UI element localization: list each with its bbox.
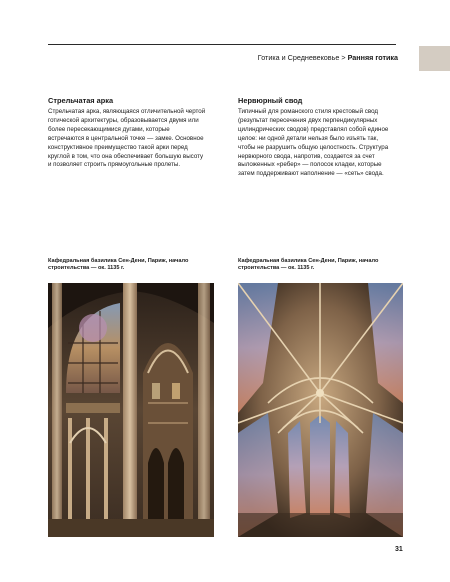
header-section: Готика и Средневековье [257, 53, 340, 62]
header-current-section: Ранняя готика [347, 53, 398, 62]
ribbed-vault-photo [238, 283, 403, 537]
left-photo-caption: Кафедральная базилика Сен-Дени, Париж, начало строительства — ок. 1135 г. [48, 258, 189, 272]
header-rule [48, 44, 396, 45]
right-photo-caption: Кафедральная базилика Сен-Дени, Париж, начало строительства — ок. 1135 г. [238, 258, 379, 272]
running-header [258, 53, 398, 62]
left-heading: Стрельчатая арка [48, 96, 114, 105]
chapter-thumb-tab [419, 46, 450, 71]
page-number: 31 [395, 546, 403, 553]
right-text-column [238, 96, 396, 179]
left-body-text: Стрельчатая арка, являющаяся отличительной чертой готической архитектуры, образовывается двумя или более пересекающимися дугами, которые встречаются в центральной точке — замке. Основное конструктивное преимущество такой арки перед круглой в том, что она обеспечивает большую высоту и позволяет строить прямоугольные пролеты. [48, 108, 206, 169]
header-separator: > [341, 53, 346, 62]
nave-interior-photo [48, 283, 214, 537]
right-body-text: Типичный для романского стиля крестовый свод (результат пересечения двух перпендикулярных цилиндрических сводов) представлял собой единое целое: ни одной детали нельзя было изъять так, чтобы не разрушить общую целостность. Структура нервюрного свода, напротив, создается за счет выложенных «ребер» — полосок кладки, которые затем поддерживают наполнение — «сеть» свода. [238, 108, 389, 178]
left-text-column [48, 96, 206, 170]
right-heading: Нервюрный свод [238, 96, 303, 105]
